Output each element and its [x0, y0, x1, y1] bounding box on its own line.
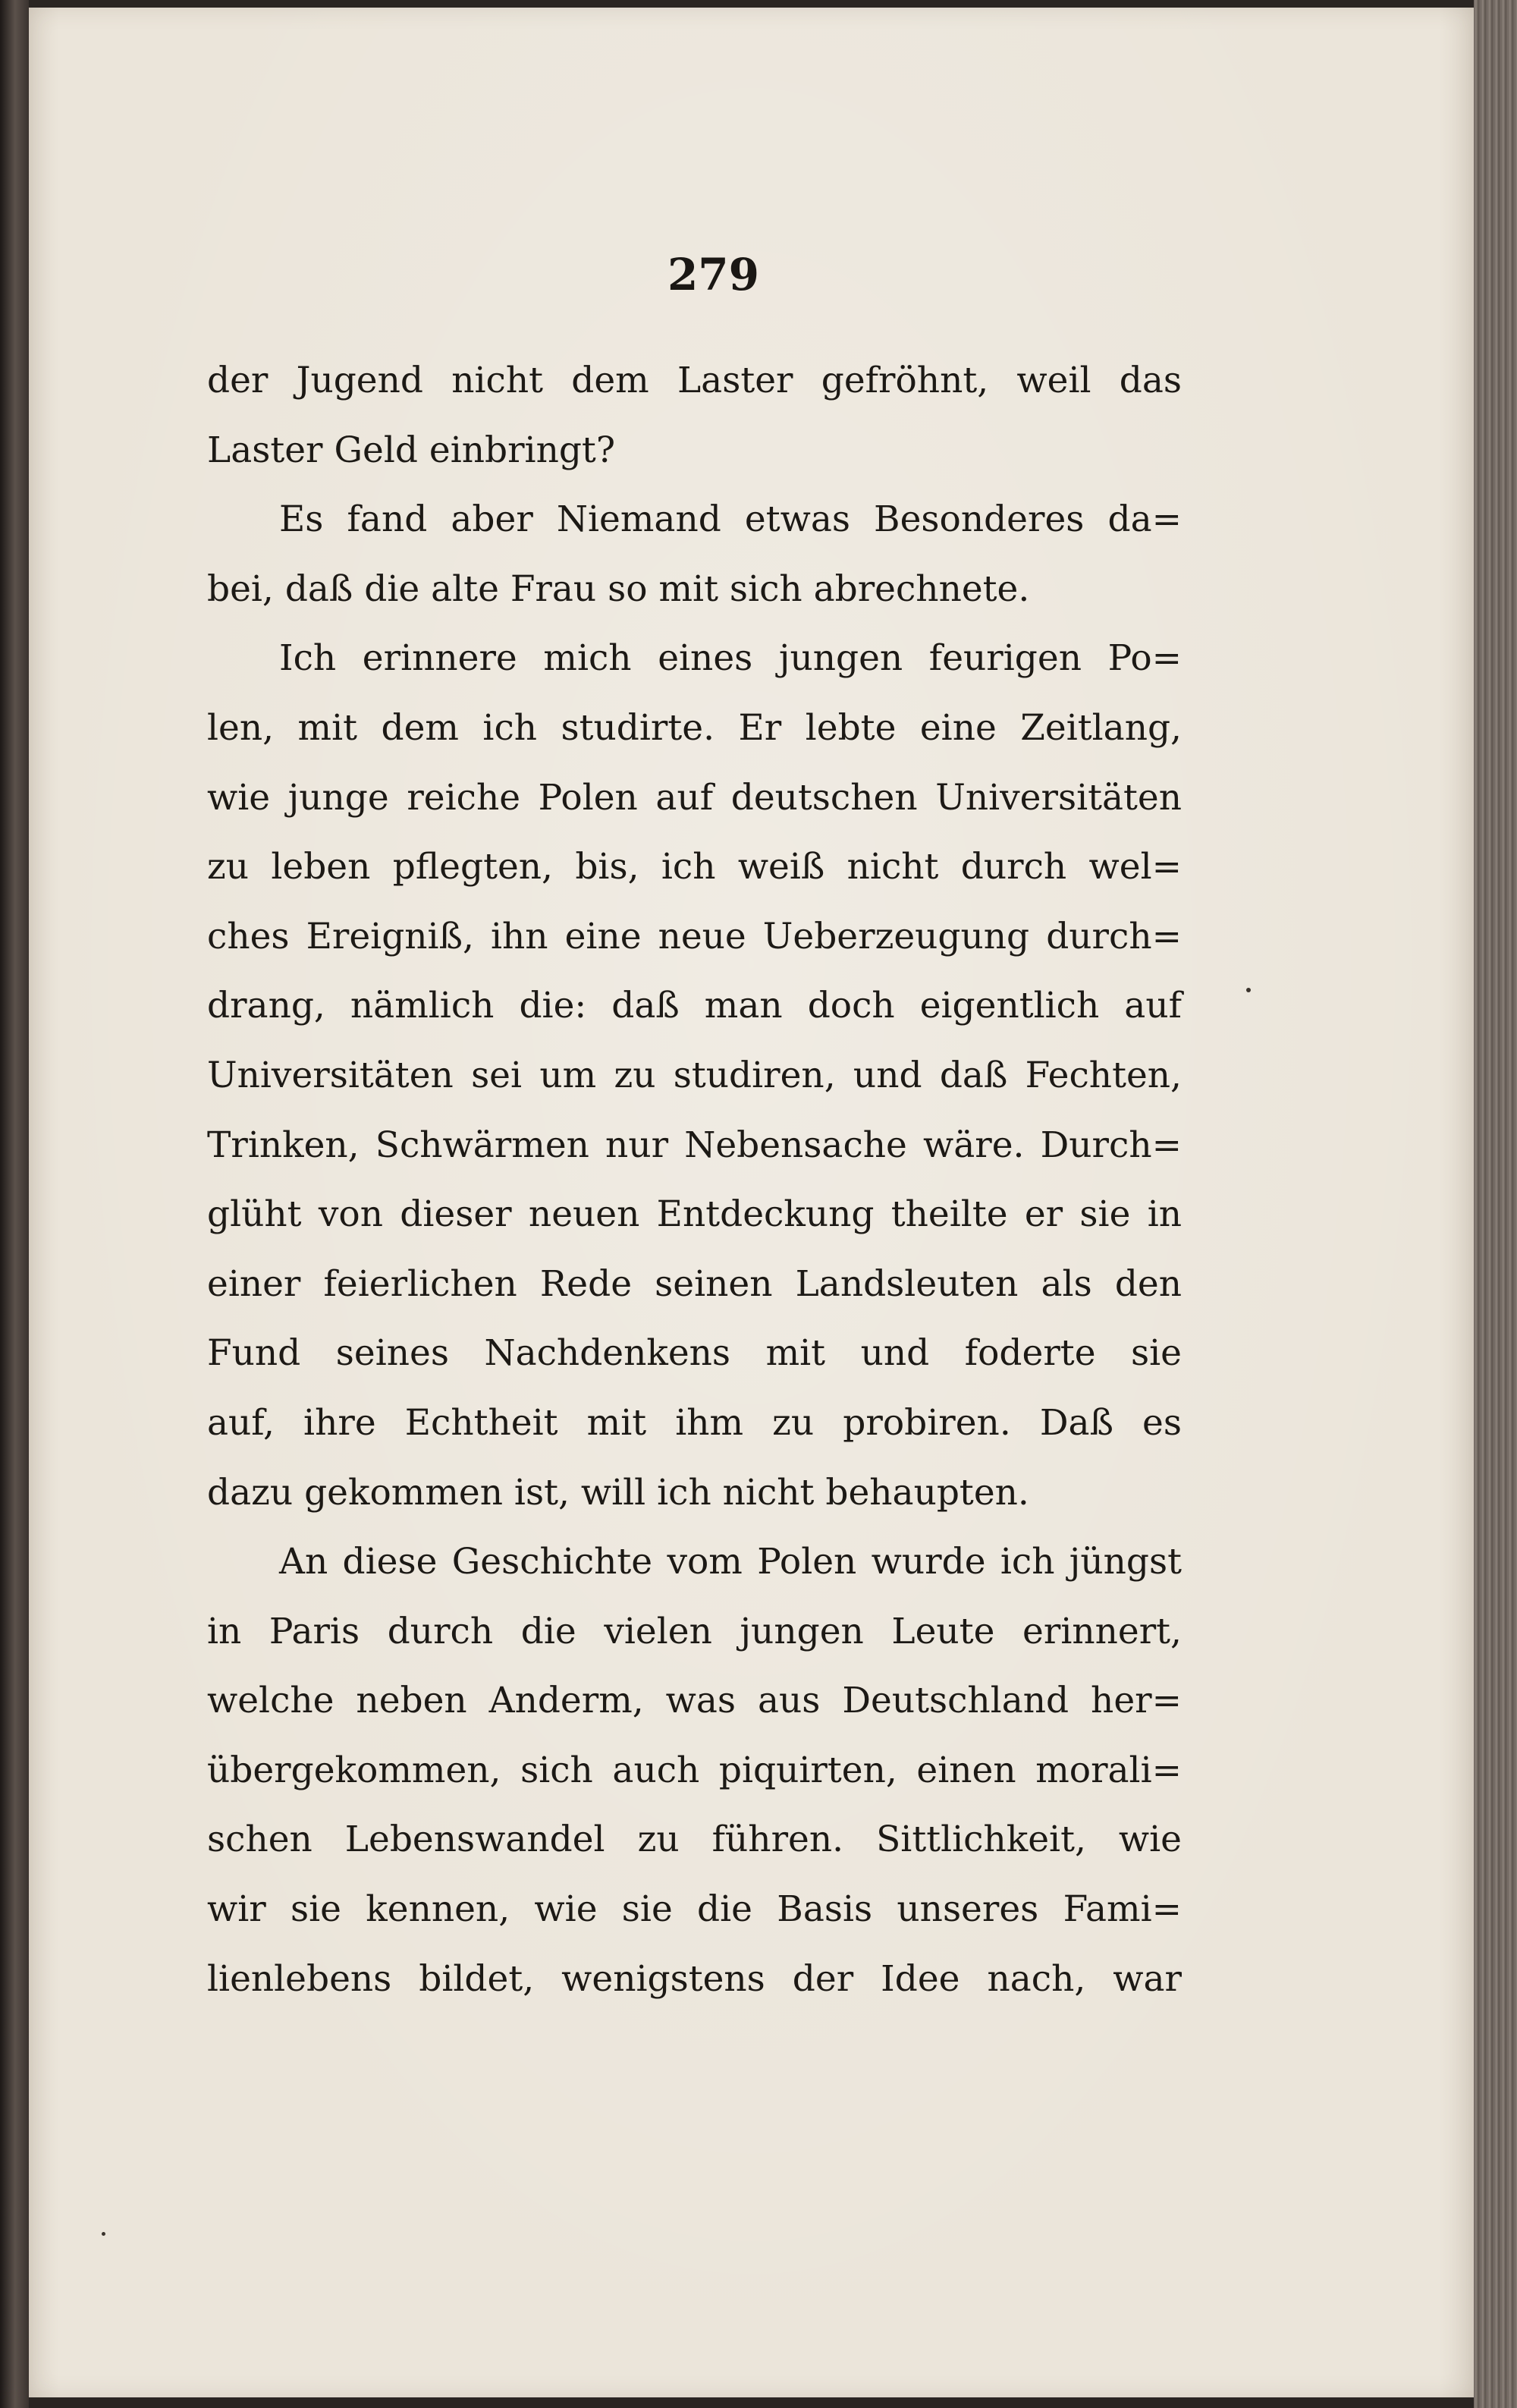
text-line: ches Ereigniß, ihn eine neue Ueberzeugung durch=: [207, 915, 1182, 957]
text-line: Es fand aber Niemand etwas Besonderes da=: [279, 498, 1182, 541]
page-number: 279: [667, 249, 760, 300]
text-line: der Jugend nicht dem Laster gefröhnt, weil das: [207, 360, 1182, 401]
text-line: welche neben Anderm, was aus Deutschland her=: [207, 1680, 1182, 1722]
text-line: Universitäten sei um zu studiren, und daß Fechten,: [207, 1054, 1182, 1096]
text-line: einer feierlichen Rede seinen Landsleuten als den: [207, 1262, 1182, 1305]
text-line: wie junge reiche Polen auf deutschen Universitäten: [207, 776, 1182, 819]
paper-page: [29, 8, 1474, 2397]
text-line: Fund seines Nachdenkens mit und foderte sie: [207, 1332, 1182, 1375]
text-line: drang, nämlich die: daß man doch eigentlich auf: [207, 985, 1182, 1027]
body-text: [207, 346, 1182, 2013]
ink-speck: [102, 2232, 105, 2236]
text-line: schen Lebenswandel zu führen. Sittlichkeit, wie: [207, 1819, 1182, 1861]
text-line: übergekommen, sich auch piquirten, einen morali=: [207, 1749, 1182, 1791]
text-line: auf, ihre Echtheit mit ihm zu probiren. Daß es: [207, 1401, 1182, 1444]
text-line: len, mit dem ich studirte. Er lebte eine Zeitlang,: [207, 706, 1182, 749]
text-line: An diese Geschichte vom Polen wurde ich jüngst: [279, 1541, 1182, 1583]
text-line: wir sie kennen, wie sie die Basis unseres Fami=: [207, 1888, 1182, 1931]
ink-speck: [1246, 988, 1251, 992]
text-line: dazu gekommen ist, will ich nicht behaupten.: [207, 1471, 1029, 1514]
text-line: in Paris durch die vielen jungen Leute erinnert,: [207, 1610, 1182, 1652]
text-line: zu leben pflegten, bis, ich weiß nicht durch wel=: [207, 846, 1182, 888]
page-stack-edge: [1474, 0, 1517, 2408]
text-line: glüht von dieser neuen Entdeckung theilte er sie in: [207, 1193, 1182, 1236]
text-line: Trinken, Schwärmen nur Nebensache wäre. Durch=: [207, 1124, 1182, 1166]
text-line: bei, daß die alte Frau so mit sich abrechnete.: [207, 567, 1030, 610]
text-line: lienlebens bildet, wenigstens der Idee nach, war: [207, 1957, 1182, 2000]
book-spine-edge: [0, 0, 29, 2408]
text-line: Laster Geld einbringt?: [207, 429, 616, 471]
text-line: Ich erinnere mich eines jungen feurigen Po=: [279, 637, 1182, 680]
